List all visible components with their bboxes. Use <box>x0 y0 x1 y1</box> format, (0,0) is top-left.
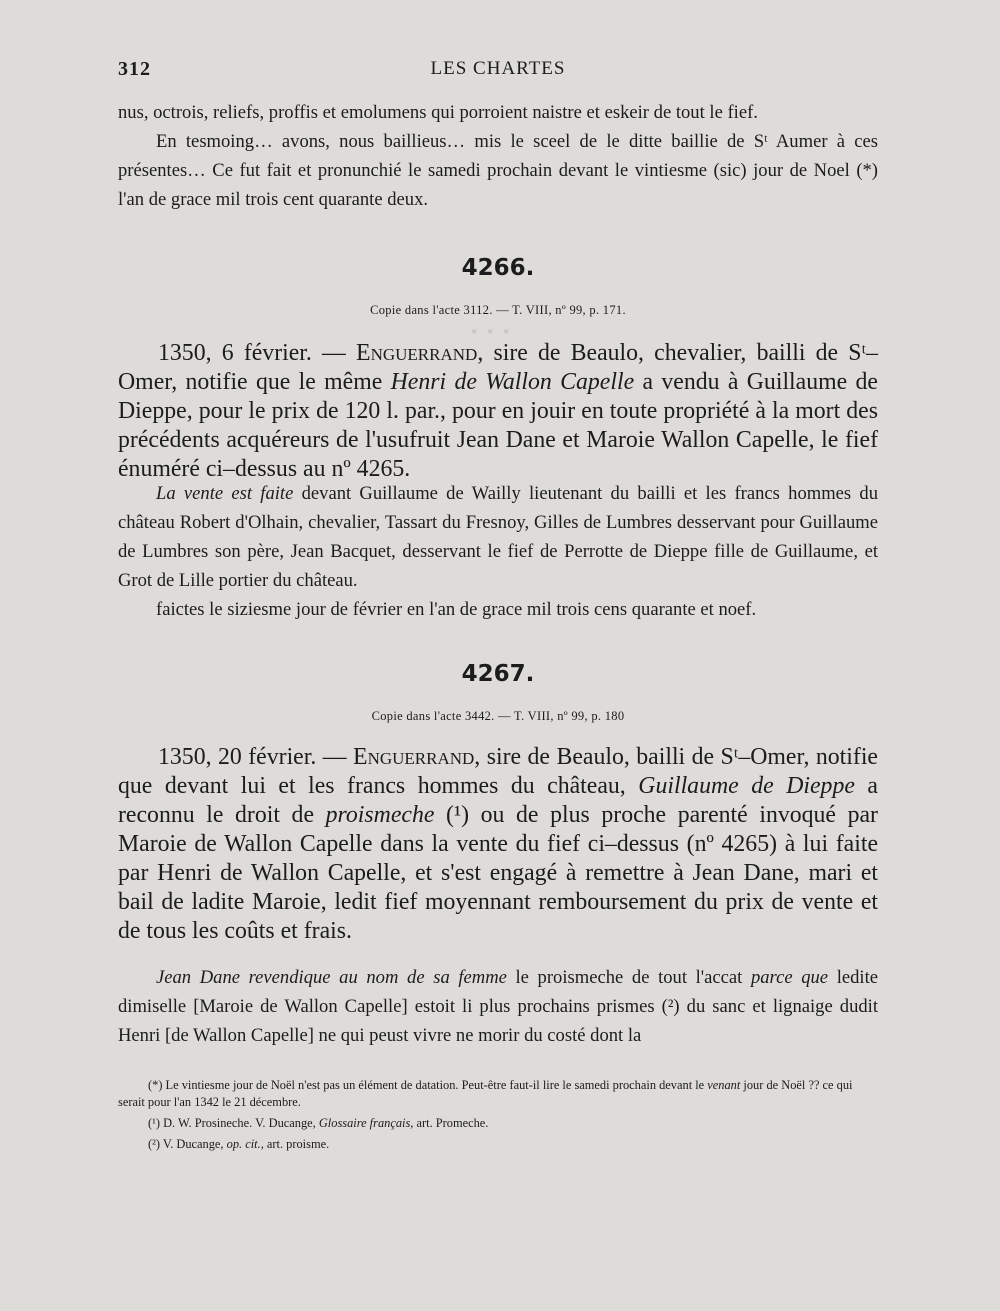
act-summary: 1350, 20 février. — Enguerrand, sire de Beaulo, bailli de Sᵗ–Omer, notifie que devant lui et les francs hommes du château, Guillaume de Dieppe a reconnu le droit de proismeche (¹) ou de plus proche parenté invoqué par Maroie de Wallon Capelle dans la vente du fief ci–dessus (nº 4265) à lui faite par Henri de Wallon Capelle, et s'est engagé à remettre à Jean Dane, mari et bail de ladite Maroie, ledit fief moyennant remboursement du prix de vente et de tous les coûts et frais. <box>118 744 878 944</box>
page-header <box>118 58 878 86</box>
continuation-line: nus, octrois, reliefs, proffis et emolumens qui porroient naistre et eskeir de tout le fief. <box>118 102 758 123</box>
act-date: 1350, 20 février. — <box>158 744 354 770</box>
italic-name: Henri de Wallon Capelle <box>390 369 635 395</box>
footnote: (*) Le vintiesme jour de Noël n'est pas un élément de datation. Peut-être faut-il lire le samedi prochain devant le venant jour de Noël ?? ce qui serait pour l'an 1342 le 21 décembre. <box>118 1078 853 1109</box>
act-number: 4266. <box>461 255 535 281</box>
footnote: (¹) D. W. Prosineche. V. Ducange, Glossaire français, art. Promeche. <box>148 1116 489 1130</box>
act-person: Enguerrand <box>353 744 475 770</box>
act-source: Copie dans l'acte 3442. — T. VIII, nº 99, p. 180 <box>371 709 625 723</box>
act-person: Enguerrand <box>356 340 478 366</box>
closing-paragraph: En tesmoing… avons, nous baillieus… mis le sceel de le ditte baillie de Sᵗ Aumer à ces présentes… Ce fut fait et pronunchié le samedi prochain devant le vintiesme (sic) jour de Noel (*) l'an de grace mil trois cent quarante deux. <box>118 131 878 210</box>
act-text: Jean Dane revendique au nom de sa femme le proismeche de tout l'accat parce que ledite dimiselle [Maroie de Wallon Capelle] estoit li plus prochains prismes (²) du sanc et lignaige dudit Henri [de Wallon Capelle] ne qui peust vivre ne morir du costé dont la <box>118 967 878 1046</box>
continuation-text <box>118 98 878 214</box>
act-number: 4267. <box>461 661 535 687</box>
act-source: Copie dans l'acte 3112. — T. VIII, nº 99, p. 171. <box>370 303 626 317</box>
act-date: 1350, 6 février. — <box>158 340 357 366</box>
page-number: 312 <box>118 58 151 80</box>
act-summary: 1350, 6 février. — Enguerrand, sire de Beaulo, chevalier, bailli de Sᵗ–Omer, notifie que le même Henri de Wallon Capelle a vendu à Guillaume de Dieppe, pour le prix de 120 l. par., pour en jouir en toute propriété à la mort des précédents acquéreurs de l'usufruit Jean Dane et Maroie Wallon Capelle, le fief énuméré ci–dessus au nº 4265. <box>118 340 878 482</box>
bleed-through-mark: · · · <box>470 320 511 345</box>
footnote: (²) V. Ducange, op. cit., art. proisme. <box>148 1137 330 1151</box>
act-text: La vente est faite devant Guillaume de Wailly lieutenant du bailli et les francs hommes du château Robert d'Olhain, chevalier, Tassart du Fresnoy, Gilles de Lumbres desservant pour Guillaume de Lumbres son père, Jean Bacquet, desservant le fief de Perrotte de Dieppe fille de Guillaume, et Grot de Lille portier du château. faictes le siziesme jour de février en l'an de grace mil trois cens quarante et noef. <box>118 483 879 620</box>
running-title: LES CHARTES <box>430 58 566 79</box>
footnotes <box>118 1077 878 1157</box>
